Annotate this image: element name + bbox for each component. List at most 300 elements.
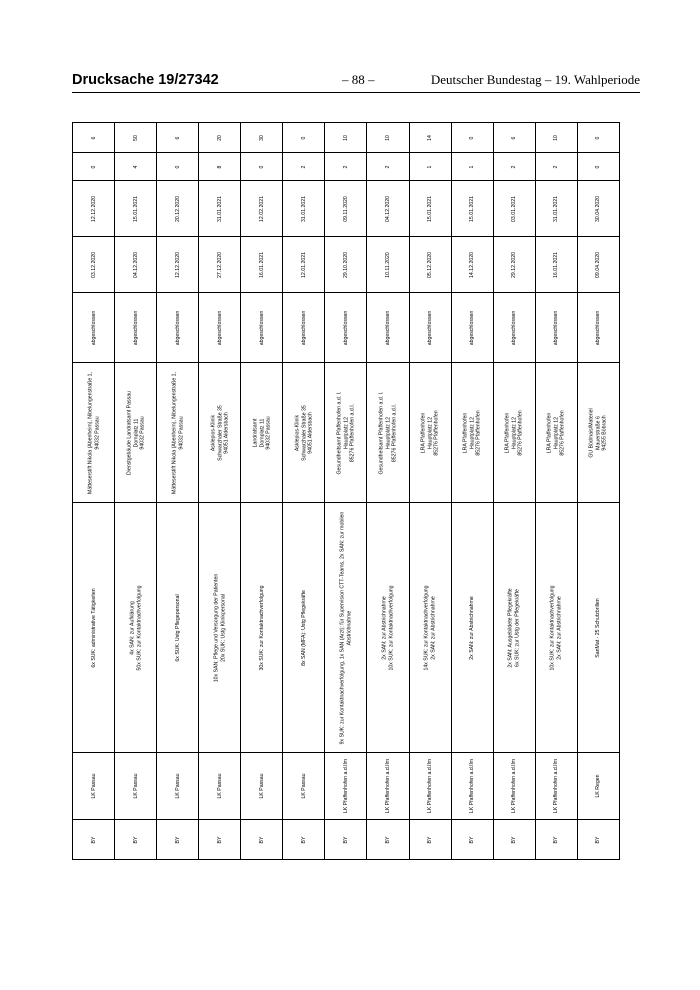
count-san-cell xyxy=(241,153,283,181)
cell-text: 15.01.2021 xyxy=(468,195,475,222)
cell-line: Hauptplatz 12 xyxy=(510,416,517,449)
location-cell xyxy=(115,363,157,503)
cell-line: 85276 Pfaffenhofen xyxy=(433,409,440,456)
table-row xyxy=(73,503,620,753)
count-total-cell xyxy=(199,123,241,153)
cell-text: 12.12.2020 xyxy=(90,195,97,222)
cell-text: 0 xyxy=(595,165,602,168)
state-cell xyxy=(115,820,157,860)
cell-text xyxy=(424,585,437,670)
cell-text xyxy=(252,416,272,449)
cell-text: SanMat - 25 Schutzbrillen xyxy=(595,597,602,658)
status-cell xyxy=(73,293,115,363)
cell-text: LK Pfaffenhofen a.d.Ilm xyxy=(468,758,475,814)
cell-text: 1 xyxy=(426,165,433,168)
cell-text: 12.01.2021 xyxy=(300,251,307,278)
cell-text: 12.12.2020 xyxy=(174,251,181,278)
cell-text: BY xyxy=(300,836,307,843)
table-row xyxy=(73,753,620,820)
cell-text: 2 xyxy=(342,165,349,168)
cell-text: 0 xyxy=(174,165,181,168)
cell-text: LK Pfaffenhofen a.d.Ilm xyxy=(342,758,349,814)
cell-line: 85276 Pfaffenhofen a.d.I. xyxy=(391,403,398,462)
cell-line: Dienstgebäude Landratsamt Passau xyxy=(125,390,132,475)
doc-number: 27342 xyxy=(178,72,219,88)
cell-text: BY xyxy=(595,836,602,843)
cell-text: 16.01.2021 xyxy=(552,251,559,278)
cell-line: 20x SUK: Ustg Klinikpersonal xyxy=(219,593,226,662)
cell-text: abgeschlossen xyxy=(174,310,181,345)
district-cell xyxy=(241,753,283,820)
doc-prefix: Drucksache 19/ xyxy=(72,72,179,88)
task-cell xyxy=(241,503,283,753)
cell-line: Gesundheitsamt Pfaffenhofen a.d. I. xyxy=(378,391,385,474)
cell-line: Gesundheitsamt Pfaffenhofen a.d. I. xyxy=(336,391,343,474)
cell-line: LRA Pfaffenhofen xyxy=(546,412,553,453)
cell-text: 09.04.2020 xyxy=(595,251,602,278)
cell-text: BY xyxy=(258,836,265,843)
count-total-cell xyxy=(283,123,325,153)
location-cell xyxy=(283,363,325,503)
task-cell xyxy=(535,503,577,753)
start-date-cell xyxy=(241,237,283,293)
task-cell xyxy=(157,503,199,753)
state-cell xyxy=(367,820,409,860)
cell-line: LRA Pfaffenhofen xyxy=(462,412,469,453)
count-san-cell xyxy=(199,153,241,181)
cell-text: 10 xyxy=(552,134,559,141)
state-cell xyxy=(325,820,367,860)
cell-line: GU Bödmais/Materiel xyxy=(588,407,595,458)
cell-text: abgeschlossen xyxy=(595,310,602,345)
cell-line: 2x SAN: zur Abstrichnahme xyxy=(556,595,563,660)
cell-text xyxy=(504,410,524,455)
publisher: Deutscher Bundestag – 19. Wahlperiode xyxy=(430,72,640,87)
cell-line: 2x SAN: Ausgebildete Pflegekräfte xyxy=(507,587,514,668)
cell-text: 03.12.2020 xyxy=(90,251,97,278)
cell-text: LK Passau xyxy=(132,773,139,799)
end-date-cell xyxy=(493,181,535,237)
count-total-cell xyxy=(241,123,283,153)
cell-text: 15.01.2021 xyxy=(132,195,139,222)
cell-line: 85276 Pfaffenhofen xyxy=(559,409,566,456)
cell-line: 94255 Böbrach xyxy=(601,414,608,451)
end-date-cell xyxy=(283,181,325,237)
cell-text: abgeschlossen xyxy=(426,310,433,345)
end-date-cell xyxy=(157,181,199,237)
cell-text: 9x SUK: zur Kontaktnachverfolgung, 1x SAN (Arzt): für Supervision CTT-Teams, 2x SAN: zur mobilen Abstrichnahme xyxy=(339,511,352,744)
location-cell xyxy=(73,363,115,503)
cell-text: 09.11.2020 xyxy=(342,195,349,222)
cell-text: 50 xyxy=(132,134,139,141)
cell-text: 8 xyxy=(216,165,223,168)
count-total-cell xyxy=(115,123,157,153)
district-cell xyxy=(325,753,367,820)
cell-text xyxy=(420,410,440,455)
start-date-cell xyxy=(115,237,157,293)
cell-text: 0 xyxy=(595,136,602,139)
cell-line: Hauptplatz 12 xyxy=(552,416,559,449)
count-san-cell xyxy=(535,153,577,181)
location-cell xyxy=(367,363,409,503)
cell-text: 31.01.2021 xyxy=(552,195,559,222)
count-total-cell xyxy=(493,123,535,153)
cell-line: Mätteserstift Nikola (Abenheim), Nibelungenstraße 1, xyxy=(87,371,94,494)
task-cell xyxy=(493,503,535,753)
count-san-cell xyxy=(367,153,409,181)
cell-text: 6x SUK: Ustg Pflegepersonal xyxy=(174,593,181,662)
cell-text: abgeschlossen xyxy=(384,310,391,345)
district-cell xyxy=(73,753,115,820)
cell-line: 10x SUK: zur Kontaktnachverfolgung xyxy=(549,584,556,671)
deployment-table xyxy=(72,122,620,860)
task-cell xyxy=(577,503,619,753)
cell-text: LK Passau xyxy=(258,773,265,799)
end-date-cell xyxy=(325,181,367,237)
state-cell xyxy=(493,820,535,860)
end-date-cell xyxy=(451,181,493,237)
status-cell xyxy=(199,293,241,363)
cell-line: 94051 Aldersbach xyxy=(222,411,229,454)
cell-text: 0 xyxy=(90,165,97,168)
start-date-cell xyxy=(535,237,577,293)
cell-line: Mauerstraße 6 xyxy=(595,415,602,450)
status-cell xyxy=(367,293,409,363)
cell-line: 2x SAN: zur Abstrichnahme xyxy=(430,595,437,660)
cell-text: BY xyxy=(552,836,559,843)
cell-line: 14x SUK: zur Kontaktnachverfolgung xyxy=(423,584,430,671)
district-cell xyxy=(115,753,157,820)
cell-text: 15.01.2021 xyxy=(426,195,433,222)
cell-text: abgeschlossen xyxy=(258,310,265,345)
cell-text xyxy=(381,585,394,670)
count-san-cell xyxy=(325,153,367,181)
cell-text: 30 xyxy=(258,134,265,141)
cell-text: BY xyxy=(174,836,181,843)
cell-text: BY xyxy=(90,836,97,843)
location-cell xyxy=(199,363,241,503)
district-cell xyxy=(577,753,619,820)
end-date-cell xyxy=(409,181,451,237)
cell-line: 4x SAN: zur Aufklärung xyxy=(129,600,136,655)
cell-line: 6x SUK: zur Ustg der Pflegekräfte xyxy=(514,588,521,667)
cell-line: Asklepios-Klinik xyxy=(294,414,301,451)
district-cell xyxy=(157,753,199,820)
cell-text: 8x SAN (MFA): Ustg Pflegekräfte xyxy=(300,589,307,666)
cell-line: LRA Pfaffenhofen xyxy=(420,412,427,453)
status-cell xyxy=(157,293,199,363)
state-cell xyxy=(157,820,199,860)
count-total-cell xyxy=(409,123,451,153)
cell-text: LK Pfaffenhofen a.d.Ilm xyxy=(384,758,391,814)
cell-text: BY xyxy=(216,836,223,843)
cell-text: 1 xyxy=(468,165,475,168)
district-cell xyxy=(283,753,325,820)
cell-text: 27.12.2020 xyxy=(216,251,223,278)
cell-line: Domplatz 11 xyxy=(258,418,265,447)
count-total-cell xyxy=(73,123,115,153)
cell-line: 2x SAN: zur Abstrichnahme xyxy=(381,595,388,660)
cell-text xyxy=(210,405,230,461)
start-date-cell xyxy=(493,237,535,293)
cell-text xyxy=(171,372,184,494)
state-cell xyxy=(409,820,451,860)
status-cell xyxy=(283,293,325,363)
task-cell xyxy=(409,503,451,753)
count-san-cell xyxy=(157,153,199,181)
location-cell xyxy=(409,363,451,503)
cell-line: Landratsamt xyxy=(252,418,259,447)
start-date-cell xyxy=(325,237,367,293)
cell-text: 04.12.2020 xyxy=(384,195,391,222)
cell-line: Hauptplatz 12 xyxy=(384,416,391,449)
cell-line: LRA Pfaffenhofen xyxy=(504,412,511,453)
location-cell xyxy=(493,363,535,503)
cell-text: 2 xyxy=(384,165,391,168)
cell-text: 4 xyxy=(132,165,139,168)
cell-line: Mätteserstift Nikola (Abenheim), Nibelungenstraße 1, xyxy=(171,371,178,494)
count-total-cell xyxy=(451,123,493,153)
cell-text xyxy=(550,585,563,670)
cell-text xyxy=(213,573,226,681)
cell-line: Hauptplatz 12 xyxy=(426,416,433,449)
district-cell xyxy=(409,753,451,820)
district-cell xyxy=(493,753,535,820)
cell-line: 50x SUK: zur Kontaktnachverfolgung xyxy=(135,584,142,671)
status-cell xyxy=(409,293,451,363)
cell-line: 85276 Pfaffenhofen a.d.I. xyxy=(349,403,356,462)
start-date-cell xyxy=(367,237,409,293)
cell-text xyxy=(589,408,609,457)
cell-text xyxy=(336,391,356,474)
cell-line: 10x SUK: zur Kontaktnachverfolgung xyxy=(387,584,394,671)
cell-text: 14.12.2020 xyxy=(468,251,475,278)
state-cell xyxy=(283,820,325,860)
cell-text xyxy=(129,585,142,670)
start-date-cell xyxy=(73,237,115,293)
cell-line: Hauptplatz 12 xyxy=(468,416,475,449)
state-cell xyxy=(577,820,619,860)
cell-line: 94032 Passau xyxy=(138,415,145,450)
table-row xyxy=(73,237,620,293)
end-date-cell xyxy=(115,181,157,237)
location-cell xyxy=(451,363,493,503)
cell-text: 29.12.2020 xyxy=(510,251,517,278)
cell-text: LK Pfaffenhofen a.d.Ilm xyxy=(510,758,517,814)
district-cell xyxy=(199,753,241,820)
header-rule xyxy=(72,92,640,93)
cell-text: 10 xyxy=(342,134,349,141)
cell-text: abgeschlossen xyxy=(90,310,97,345)
cell-text: BY xyxy=(132,836,139,843)
table-row xyxy=(73,153,620,181)
cell-text: BY xyxy=(384,836,391,843)
count-san-cell xyxy=(493,153,535,181)
cell-line: Domplatz 11 xyxy=(132,418,139,447)
task-cell xyxy=(115,503,157,753)
cell-text: 30x SUK: zur Kontaktnachverfolgung xyxy=(258,584,265,671)
cell-line: 94032 Passau xyxy=(177,415,184,450)
cell-text: 31.01.2021 xyxy=(300,195,307,222)
cell-text xyxy=(294,405,314,461)
cell-line: Hauptplatz 12 xyxy=(342,416,349,449)
cell-text: 0 xyxy=(468,136,475,139)
cell-line: Asklepios-Klinik xyxy=(209,414,216,451)
cell-text: 10.11.2020 xyxy=(384,251,391,278)
cell-line: 94032 Passau xyxy=(265,415,272,450)
start-date-cell xyxy=(409,237,451,293)
cell-text: 0 xyxy=(300,136,307,139)
cell-text: 6 xyxy=(90,136,97,139)
cell-text: 29.10.2020 xyxy=(342,251,349,278)
cell-line: 85276 Pfaffenhofen xyxy=(475,409,482,456)
cell-text: 6 xyxy=(510,136,517,139)
count-san-cell xyxy=(451,153,493,181)
cell-line: 10x SAN: Pflege und Versorgung der Patienten xyxy=(213,573,220,682)
cell-text: abgeschlossen xyxy=(300,310,307,345)
status-cell xyxy=(535,293,577,363)
cell-text xyxy=(87,372,100,494)
cell-text: 03.01.2021 xyxy=(510,195,517,222)
task-cell xyxy=(199,503,241,753)
start-date-cell xyxy=(283,237,325,293)
cell-text: BY xyxy=(426,836,433,843)
cell-text: 20.12.2020 xyxy=(174,195,181,222)
end-date-cell xyxy=(367,181,409,237)
status-cell xyxy=(451,293,493,363)
task-cell xyxy=(451,503,493,753)
count-total-cell xyxy=(535,123,577,153)
task-cell xyxy=(325,503,367,753)
start-date-cell xyxy=(577,237,619,293)
table-row xyxy=(73,181,620,237)
cell-text: LK Passau xyxy=(174,773,181,799)
cell-text: 30.04.2020 xyxy=(595,195,602,222)
cell-text: BY xyxy=(510,836,517,843)
count-san-cell xyxy=(115,153,157,181)
state-cell xyxy=(199,820,241,860)
status-cell xyxy=(325,293,367,363)
location-cell xyxy=(535,363,577,503)
cell-text: 2 xyxy=(510,165,517,168)
cell-text: 6x SUK: administrative Tätigkeiten xyxy=(90,587,97,668)
cell-text xyxy=(126,391,146,475)
cell-text: BY xyxy=(468,836,475,843)
count-san-cell xyxy=(409,153,451,181)
count-total-cell xyxy=(367,123,409,153)
cell-text: abgeschlossen xyxy=(468,310,475,345)
cell-line: 94032 Passau xyxy=(93,415,100,450)
status-cell xyxy=(493,293,535,363)
page-number: – 88 – xyxy=(342,72,375,87)
cell-text: 04.12.2020 xyxy=(132,251,139,278)
count-san-cell xyxy=(283,153,325,181)
state-cell xyxy=(451,820,493,860)
cell-text: BY xyxy=(342,836,349,843)
location-cell xyxy=(241,363,283,503)
cell-text: 12.02.2021 xyxy=(258,195,265,222)
status-cell xyxy=(577,293,619,363)
task-cell xyxy=(367,503,409,753)
location-cell xyxy=(157,363,199,503)
cell-text: abgeschlossen xyxy=(342,310,349,345)
start-date-cell xyxy=(157,237,199,293)
task-cell xyxy=(73,503,115,753)
cell-text: 2x SAN: zur Abstrichnahme xyxy=(468,595,475,660)
district-cell xyxy=(535,753,577,820)
state-cell xyxy=(73,820,115,860)
cell-line: Schwarzhaler Straße 35 xyxy=(300,404,307,461)
cell-text: LK Pfaffenhofen a.d.Ilm xyxy=(552,758,559,814)
cell-text xyxy=(546,410,566,455)
cell-text: LK Passau xyxy=(90,773,97,799)
cell-text xyxy=(462,410,482,455)
cell-text xyxy=(378,391,398,474)
district-cell xyxy=(451,753,493,820)
document-number xyxy=(72,72,219,88)
cell-text: 6 xyxy=(174,136,181,139)
count-san-cell xyxy=(577,153,619,181)
cell-line: 85276 Pfaffenhofen xyxy=(517,409,524,456)
end-date-cell xyxy=(577,181,619,237)
task-cell xyxy=(283,503,325,753)
cell-text: 2 xyxy=(300,165,307,168)
cell-text: LK Regen xyxy=(595,774,602,798)
cell-text: 14 xyxy=(426,134,433,141)
end-date-cell xyxy=(199,181,241,237)
table-row xyxy=(73,123,620,153)
end-date-cell xyxy=(241,181,283,237)
state-cell xyxy=(535,820,577,860)
page-header xyxy=(72,72,640,92)
cell-text: 05.12.2020 xyxy=(426,251,433,278)
cell-line: 94051 Aldersbach xyxy=(307,411,314,454)
end-date-cell xyxy=(73,181,115,237)
location-cell xyxy=(577,363,619,503)
cell-text: 31.01.2021 xyxy=(216,195,223,222)
district-cell xyxy=(367,753,409,820)
cell-text: abgeschlossen xyxy=(216,310,223,345)
end-date-cell xyxy=(535,181,577,237)
cell-text: abgeschlossen xyxy=(132,310,139,345)
cell-line: Schwarzhaler Straße 35 xyxy=(216,404,223,461)
location-cell xyxy=(325,363,367,503)
cell-text: LK Passau xyxy=(300,773,307,799)
cell-text: LK Passau xyxy=(216,773,223,799)
cell-text: 16.01.2021 xyxy=(258,251,265,278)
count-total-cell xyxy=(325,123,367,153)
table-row xyxy=(73,820,620,860)
table-row xyxy=(73,293,620,363)
cell-text: 0 xyxy=(258,165,265,168)
table-row xyxy=(73,363,620,503)
cell-text: 2 xyxy=(552,165,559,168)
status-cell xyxy=(115,293,157,363)
start-date-cell xyxy=(199,237,241,293)
start-date-cell xyxy=(451,237,493,293)
cell-text: 10 xyxy=(384,134,391,141)
cell-text: 20 xyxy=(216,134,223,141)
state-cell xyxy=(241,820,283,860)
status-cell xyxy=(241,293,283,363)
count-total-cell xyxy=(157,123,199,153)
cell-text: abgeschlossen xyxy=(510,310,517,345)
count-total-cell xyxy=(577,123,619,153)
count-san-cell xyxy=(73,153,115,181)
cell-text: LK Pfaffenhofen a.d.Ilm xyxy=(426,758,433,814)
cell-text xyxy=(508,588,521,667)
cell-text: abgeschlossen xyxy=(552,310,559,345)
